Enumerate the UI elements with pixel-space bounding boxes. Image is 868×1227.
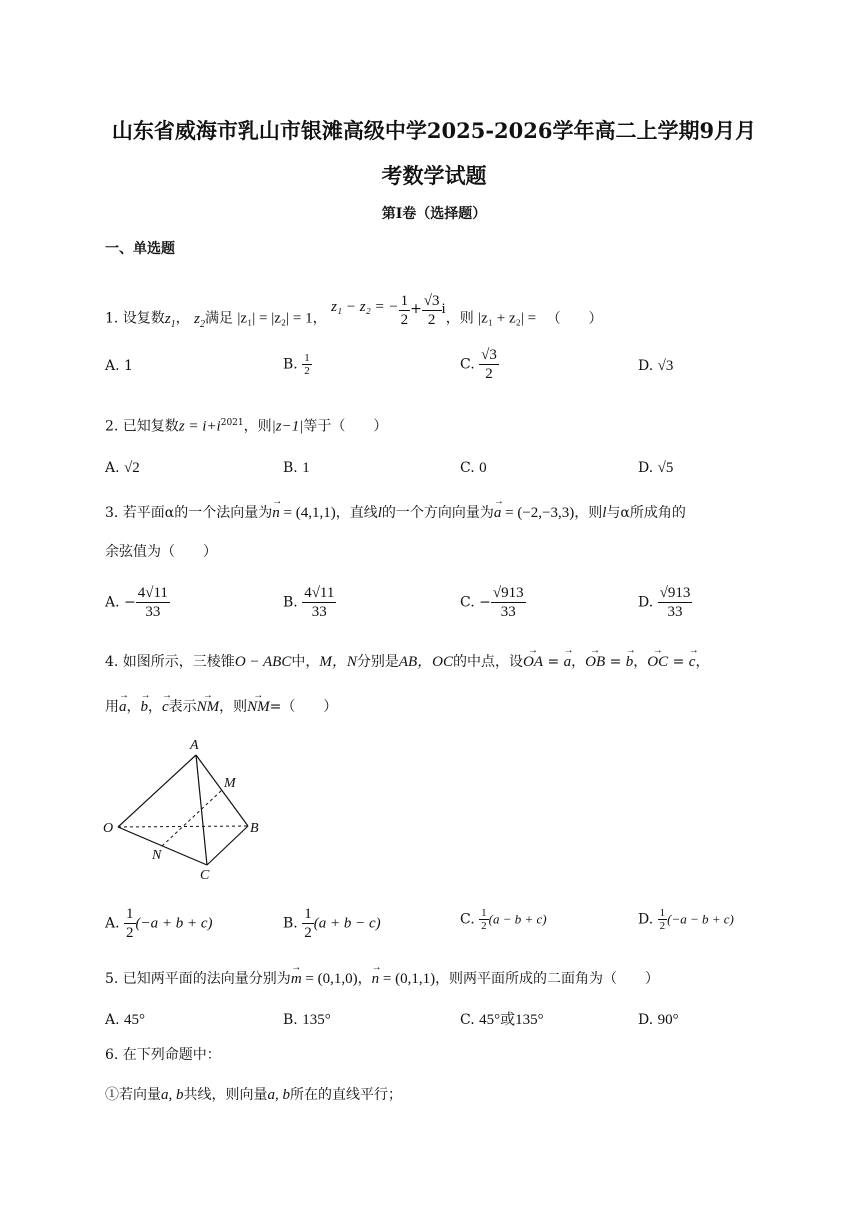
q5-option-c[interactable]: C. 45°或135°: [460, 1012, 544, 1028]
label-A: A: [190, 738, 199, 753]
q2-option-a[interactable]: A. √2: [105, 460, 140, 476]
tetrahedron-figure: [100, 735, 275, 885]
question-5: 5. 已知两平面的法向量分别为→ m = (0,1,0)，→ n = (0,1,1)，则两平面所成的二面角为（ ）: [105, 969, 659, 989]
q5-option-d[interactable]: D. 90°: [638, 1012, 679, 1028]
label-M: M: [224, 776, 236, 791]
volume-heading: 第I卷（选择题）: [381, 206, 487, 222]
question-6: 6. 在下列命题中：: [105, 1047, 221, 1063]
question-6-proposition-1: ①若向量a, b共线，则向量a, b所在的直线平行；: [105, 1087, 402, 1103]
edge-AB: [196, 755, 248, 826]
q1-option-b[interactable]: B. $\frac{1}{2}$: [283, 352, 310, 377]
edge-OA: [118, 755, 196, 827]
q5-option-a[interactable]: A. 45°: [105, 1012, 146, 1028]
q1-option-d[interactable]: D. √3: [638, 358, 674, 374]
edge-AC: [196, 755, 207, 865]
q1-option-a[interactable]: A. 1: [105, 358, 133, 374]
q1-option-c[interactable]: C. $\frac{√3}{2}$: [460, 347, 497, 382]
q2-option-c[interactable]: C. 0: [460, 460, 487, 476]
question-1: 1. 设复数$z_1$， $z_2$满足 |z₁| = |z₂| = 1， z₁ − z₂ = − $\frac{1}{2}$ + $\frac{√3}{2}$ i，则 |z₁ + z₂| = （ ）: [105, 293, 603, 330]
question-4-line2: 用→ a，→ b，→ c表示→ NM，则→ NM=（ ）: [105, 697, 337, 717]
question-4: 4. 如图所示，三棱锥O − ABC中，M，N分别是AB，OC的中点，设→ OA = → a，→ OB = → b，→ OC = → c，: [105, 652, 709, 672]
q2-option-d[interactable]: D. √5: [638, 460, 674, 476]
q1-ask: |z₁ + z₂| =: [478, 310, 537, 327]
q3-option-b[interactable]: B. $\frac{4√11}{33}$: [283, 585, 335, 620]
q3-option-a[interactable]: A. − $\frac{4√11}{33}$: [105, 585, 168, 620]
label-B: B: [250, 821, 259, 836]
q3-option-c[interactable]: C. − $\frac{√913}{33}$: [460, 585, 524, 620]
label-O: O: [103, 821, 114, 836]
label-N: N: [152, 848, 162, 863]
q4-option-c[interactable]: C. $\frac{1}{2}$ (a − b + c): [460, 907, 547, 932]
q5-option-b[interactable]: B. 135°: [283, 1012, 331, 1028]
segment-NM: [162, 790, 222, 846]
question-3-line2: 余弦值为（ ）: [105, 544, 217, 560]
exam-title-line2: 考数学试题: [381, 163, 487, 188]
q4-option-b[interactable]: B. $\frac{1}{2}$ (a + b − c): [283, 906, 381, 941]
question-3: 3. 若平面α的一个法向量为→ n = (4,1,1)，直线l的一个方向向量为→ a = (−2,−3,3)，则l与α所成角的: [105, 503, 686, 523]
q4-option-d[interactable]: D. $\frac{1}{2}$ (−a − b + c): [638, 907, 734, 932]
label-C: C: [200, 868, 210, 883]
exam-title-line1: 山东省威海市乳山市银滩高级中学2025-2026学年高二上学期9月月: [111, 118, 757, 143]
q1-equation: z₁ − z₂ = −: [331, 298, 399, 315]
q1-condition: |z₁| = |z₂| = 1: [237, 310, 313, 327]
edge-CB: [207, 826, 248, 865]
q4-option-a[interactable]: A. $\frac{1}{2}$ (−a + b + c): [105, 906, 213, 941]
q3-option-d[interactable]: D. $\frac{√913}{33}$: [638, 585, 691, 620]
question-2: 2. 已知复数$z = i+i^{2021}$，则|z−1|等于（ ）: [105, 418, 388, 435]
section-heading: 一、单选题: [105, 241, 175, 257]
q2-option-b[interactable]: B. 1: [283, 460, 310, 476]
edge-OB-hidden: [118, 826, 248, 827]
